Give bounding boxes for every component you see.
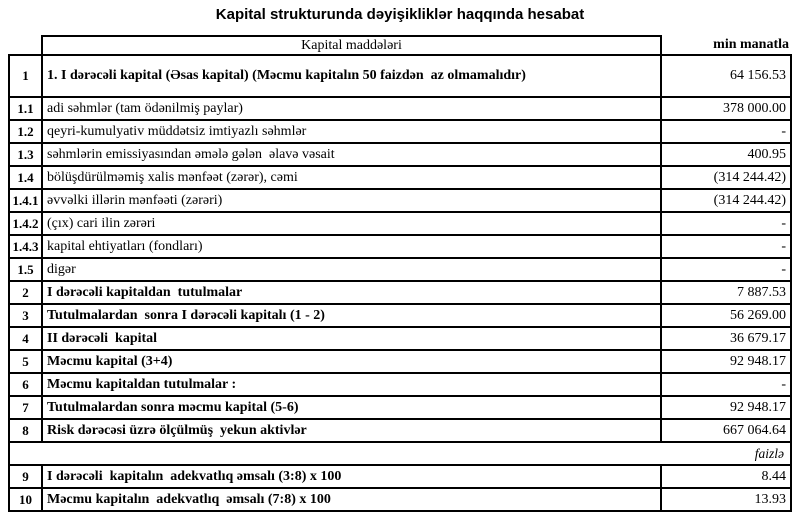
- row-number: 8: [10, 420, 43, 441]
- row-label: qeyri-kumulyativ müddətsiz imtiyazlı səhmlər: [43, 121, 662, 142]
- table-row: [10, 213, 790, 236]
- row-label: II dərəcəli kapital: [43, 328, 662, 349]
- row-label: əvvəlki illərin mənfəəti (zərəri): [43, 190, 662, 211]
- row-label: Məcmu kapital (3+4): [43, 351, 662, 372]
- row-number: 1: [10, 56, 43, 96]
- row-value: 400.95: [747, 146, 786, 162]
- table-row: [10, 121, 790, 144]
- table-row: [10, 466, 790, 489]
- row-value: 64 156.53: [730, 68, 786, 83]
- table-row: [10, 397, 790, 420]
- row-label: digər: [43, 259, 662, 280]
- table-row: [10, 351, 790, 374]
- row-value: 7 887.53: [737, 284, 786, 300]
- row-number: 1.2: [10, 121, 43, 142]
- table-row: [10, 328, 790, 351]
- row-value: 8.44: [761, 468, 786, 484]
- row-value: (314 244.42): [713, 169, 786, 185]
- header-spacer: [8, 35, 41, 54]
- table-row: [10, 374, 790, 397]
- table-header-row: [8, 35, 792, 54]
- table-row: [10, 167, 790, 190]
- row-value: 92 948.17: [730, 399, 786, 415]
- row-value: 92 948.17: [730, 353, 786, 369]
- row-number: 4: [10, 328, 43, 349]
- row-number: 2: [10, 282, 43, 303]
- table-row: [10, 282, 790, 305]
- row-label: Məcmu kapitalın adekvatlıq əmsalı (7:8) x 100: [43, 489, 662, 510]
- row-number: 5: [10, 351, 43, 372]
- row-label: Tutulmalardan sonra məcmu kapital (5-6): [43, 397, 662, 418]
- table-row: [10, 56, 790, 98]
- row-value: (314 244.42): [713, 192, 786, 208]
- row-number: 1.4.1: [10, 190, 43, 211]
- row-value: 378 000.00: [723, 100, 786, 116]
- row-value: 56 269.00: [730, 307, 786, 323]
- percent-note-row: [10, 443, 790, 466]
- table-row: [10, 98, 790, 121]
- row-number: 10: [10, 489, 43, 510]
- row-label: I dərəcəli kapitalın adekvatlıq əmsalı (3:8) x 100: [43, 466, 662, 487]
- row-number: 1.4.2: [10, 213, 43, 234]
- table-row: [10, 144, 790, 167]
- row-number: 1.3: [10, 144, 43, 165]
- row-number: 1.4.3: [10, 236, 43, 257]
- row-value: -: [781, 123, 786, 139]
- capital-table: [8, 54, 792, 512]
- table-row: [10, 489, 790, 510]
- report-title: Kapital strukturunda dəyişikliklər haqqında hesabat: [215, 6, 585, 23]
- row-value: 36 679.17: [730, 330, 786, 346]
- row-number: 6: [10, 374, 43, 395]
- row-number: 1.5: [10, 259, 43, 280]
- row-value: -: [781, 261, 786, 277]
- row-value: 13.93: [754, 491, 786, 507]
- row-label: adi səhmlər (tam ödənilmiş paylar): [43, 98, 662, 119]
- row-label: Risk dərəcəsi üzrə ölçülmüş yekun aktivlər: [43, 420, 662, 441]
- row-value: -: [781, 215, 786, 231]
- row-label: Tutulmalardan sonra I dərəcəli kapitalı (1 - 2): [43, 305, 662, 326]
- row-value: 667 064.64: [723, 422, 786, 438]
- row-label: səhmlərin emissiyasından əmələ gələn əlavə vəsait: [43, 144, 662, 165]
- row-number: 1.1: [10, 98, 43, 119]
- header-unit-label: min manatla: [713, 37, 789, 52]
- row-number: 1.4: [10, 167, 43, 188]
- row-label: 1. I dərəcəli kapital (Əsas kapital) (Məcmu kapitalın 50 faizdən az olmamalıdır): [43, 56, 662, 96]
- table-row: [10, 420, 790, 443]
- row-label: Məcmu kapitaldan tutulmalar :: [43, 374, 662, 395]
- row-number: 3: [10, 305, 43, 326]
- table-row: [10, 305, 790, 328]
- row-number: 7: [10, 397, 43, 418]
- row-value: -: [781, 238, 786, 254]
- row-label: kapital ehtiyatları (fondları): [43, 236, 662, 257]
- table-row: [10, 259, 790, 282]
- row-label: (çıx) cari ilin zərəri: [43, 213, 662, 234]
- table-row: [10, 236, 790, 259]
- header-items-label: Kapital maddələri: [41, 35, 662, 54]
- row-number: 9: [10, 466, 43, 487]
- table-row: [10, 190, 790, 213]
- row-label: I dərəcəli kapitaldan tutulmalar: [43, 282, 662, 303]
- row-value: -: [781, 376, 786, 392]
- percent-note-label: faizlə: [754, 445, 784, 461]
- row-label: bölüşdürülməmiş xalis mənfəət (zərər), cəmi: [43, 167, 662, 188]
